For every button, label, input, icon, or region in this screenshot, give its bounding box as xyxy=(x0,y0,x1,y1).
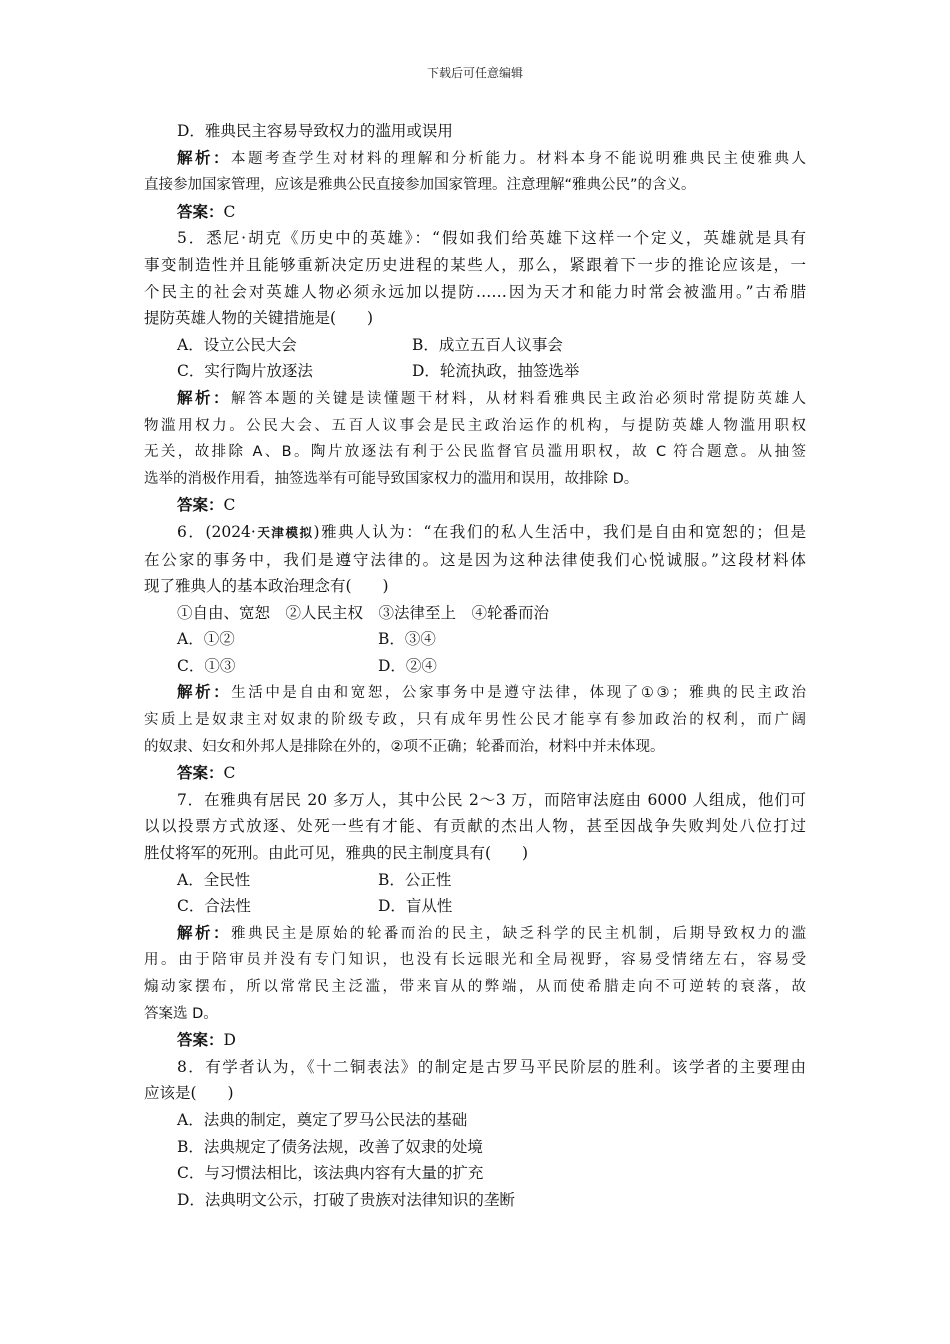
q6-answer xyxy=(144,760,806,787)
q7-option-c: C．合法性 xyxy=(177,897,251,916)
analysis-text: 雅典民主是原始的轮番而治的民主，缺乏科学的民主机制，后期导致权力的滥 xyxy=(230,925,806,942)
q4-option-d: D．雅典民主容易导致权力的滥用或误用 xyxy=(177,122,453,140)
answer-label: 答案： xyxy=(177,1030,224,1050)
analysis-label: 解析： xyxy=(177,147,231,167)
q8-option-b: B．法典规定了债务法规，改善了奴隶的处境 xyxy=(177,1137,483,1156)
q5-option-c: C．实行陶片放逐法 xyxy=(177,362,313,381)
q6-option-d: D．②④ xyxy=(378,656,437,675)
q7-stem-line: 7．在雅典有居民 20 多万人，其中公民 2～3 万，而陪审法庭由 6000 人组成，他们可 xyxy=(177,790,806,809)
q6-stem-line: 在公家的事务中，我们是遵守法律的。这是因为这种法律使我们心悦诚服。”这段材料体 xyxy=(144,550,806,569)
q4-analysis-line: 直接参加国家管理，应该是雅典公民直接参加国家管理。注意理解“雅典公民”的含义。 xyxy=(144,177,696,194)
q5-stem-line: 提防英雄人物的关键措施是( ) xyxy=(144,309,374,328)
q7-answer xyxy=(144,1027,806,1054)
q5-answer xyxy=(144,492,806,519)
q6-analysis-line: 实质上是奴隶主对奴隶的阶级专政，只有成年男性公民才能享有参加政治的权利，而广阔 xyxy=(144,712,806,729)
q5-analysis-line xyxy=(144,385,806,413)
q5-analysis-line: 物滥用权力。公民大会、五百人议事会是民主政治运作的机构，与提防英雄人物滥用职权 xyxy=(144,417,806,434)
analysis-label: 解析： xyxy=(177,922,231,942)
q7-stem-line: 胜仗将军的死刑。由此可见，雅典的民主制度具有( ) xyxy=(144,844,529,863)
answer-value: D xyxy=(223,1031,236,1050)
q4-analysis-line xyxy=(144,145,806,173)
analysis-text: 解答本题的关键是读懂题干材料，从材料看雅典民主政治必须时常提防英雄人 xyxy=(230,390,806,407)
q6-stem-text: )雅典人认为：“在我们的私人生活中，我们是自由和宽恕的；但是 xyxy=(313,522,806,541)
q7-analysis-line xyxy=(144,920,806,948)
q7-analysis-line: 答案选 D。 xyxy=(144,1005,218,1022)
q7-options-row xyxy=(144,893,806,920)
q5-stem-line: 个民主的社会对英雄人物必须永远加以提防……因为天才和能力时常会被滥用。”古希腊 xyxy=(144,282,806,301)
document-body xyxy=(144,118,806,1213)
q5-stem-line: 事变制造性并且能够重新决定历史进程的某些人，那么，紧跟着下一步的推论应该是，一 xyxy=(144,255,806,274)
q4-answer xyxy=(144,199,806,226)
q7-analysis-line: 用。由于陪审员并没有专门知识，也没有长远眼光和全局视野，容易受情绪左右，容易受 xyxy=(144,952,806,969)
q5-analysis-line: 选举的消极作用看，抽签选举有可能导致国家权力的滥用和误用，故排除 D。 xyxy=(144,470,639,487)
answer-value: C xyxy=(223,202,236,221)
q7-option-d: D．盲从性 xyxy=(378,897,453,916)
q5-stem-line: 5．悉尼·胡克《历史中的英雄》：“假如我们给英雄下这样一个定义，英雄就是具有 xyxy=(177,229,806,248)
answer-value: C xyxy=(223,496,236,515)
q6-option-a: A．①② xyxy=(177,630,235,649)
q7-analysis-line: 煽动家摆布，所以常常民主泛滥，带来盲从的弊端，从而使希腊走向不可逆转的衰落，故 xyxy=(144,979,806,995)
q8-option-a: A．法典的制定，奠定了罗马公民法的基础 xyxy=(177,1110,468,1129)
q8-option-c: C．与习惯法相比，该法典内容有大量的扩充 xyxy=(177,1164,484,1183)
q5-options-row xyxy=(144,358,806,385)
analysis-label: 解析： xyxy=(177,387,231,407)
q6-analysis-line: 的奴隶、妇女和外邦人是排除在外的，②项不正确；轮番而治，材料中并未体现。 xyxy=(144,738,665,755)
analysis-label: 解析： xyxy=(177,682,232,702)
q7-stem-line: 以以投票方式放逐、处死一些有才能、有贡献的杰出人物，甚至因战争失败判处八位打过 xyxy=(144,817,806,836)
q6-options-row xyxy=(144,653,806,680)
q7-options-row xyxy=(144,867,806,894)
q6-options-row xyxy=(144,626,806,653)
q8-stem-line: 应该是( ) xyxy=(144,1084,234,1103)
q6-items: ①自由、宽恕 ②人民主权 ③法律至上 ④轮番而治 xyxy=(177,603,550,622)
q8-stem-line: 8．有学者认为，《十二铜表法》的制定是古罗马平民阶层的胜利。该学者的主要理由 xyxy=(177,1057,806,1076)
q5-options-row xyxy=(144,332,806,359)
q7-option-a: A．全民性 xyxy=(177,870,251,889)
page-header: 下载后可任意编辑 xyxy=(426,66,523,80)
analysis-text: 生活中是自由和宽恕，公家事务中是遵守法律，体现了①③；雅典的民主政治 xyxy=(231,685,806,702)
q6-source-tag: 天津模拟 xyxy=(255,524,314,540)
q6-analysis-line xyxy=(144,679,806,707)
answer-label: 答案： xyxy=(177,763,224,783)
q5-option-b: B．成立五百人议事会 xyxy=(412,335,563,354)
q6-stem-line xyxy=(144,519,806,547)
q8-option-d: D．法典明文公示，打破了贵族对法律知识的垄断 xyxy=(177,1190,515,1209)
answer-value: C xyxy=(223,764,236,783)
answer-label: 答案： xyxy=(177,495,224,515)
analysis-text: 本题考查学生对材料的理解和分析能力。材料本身不能说明雅典民主使雅典人 xyxy=(230,150,806,167)
q5-analysis-line: 无关，故排除 A、B。陶片放逐法有利于公民监督官员滥用职权，故 C 符合题意。从抽签 xyxy=(144,444,806,461)
answer-label: 答案： xyxy=(177,201,224,221)
q6-stem-line: 现了雅典人的基本政治理念有( ) xyxy=(144,577,389,596)
q5-option-d: D．轮流执政，抽签选举 xyxy=(412,362,580,381)
q6-option-c: C．①③ xyxy=(177,656,236,675)
q6-stem-prefix: 6．(2024· xyxy=(177,522,256,541)
q5-option-a: A．设立公民大会 xyxy=(177,335,297,354)
q7-option-b: B．公正性 xyxy=(378,870,452,889)
q6-option-b: B．③④ xyxy=(378,630,436,649)
